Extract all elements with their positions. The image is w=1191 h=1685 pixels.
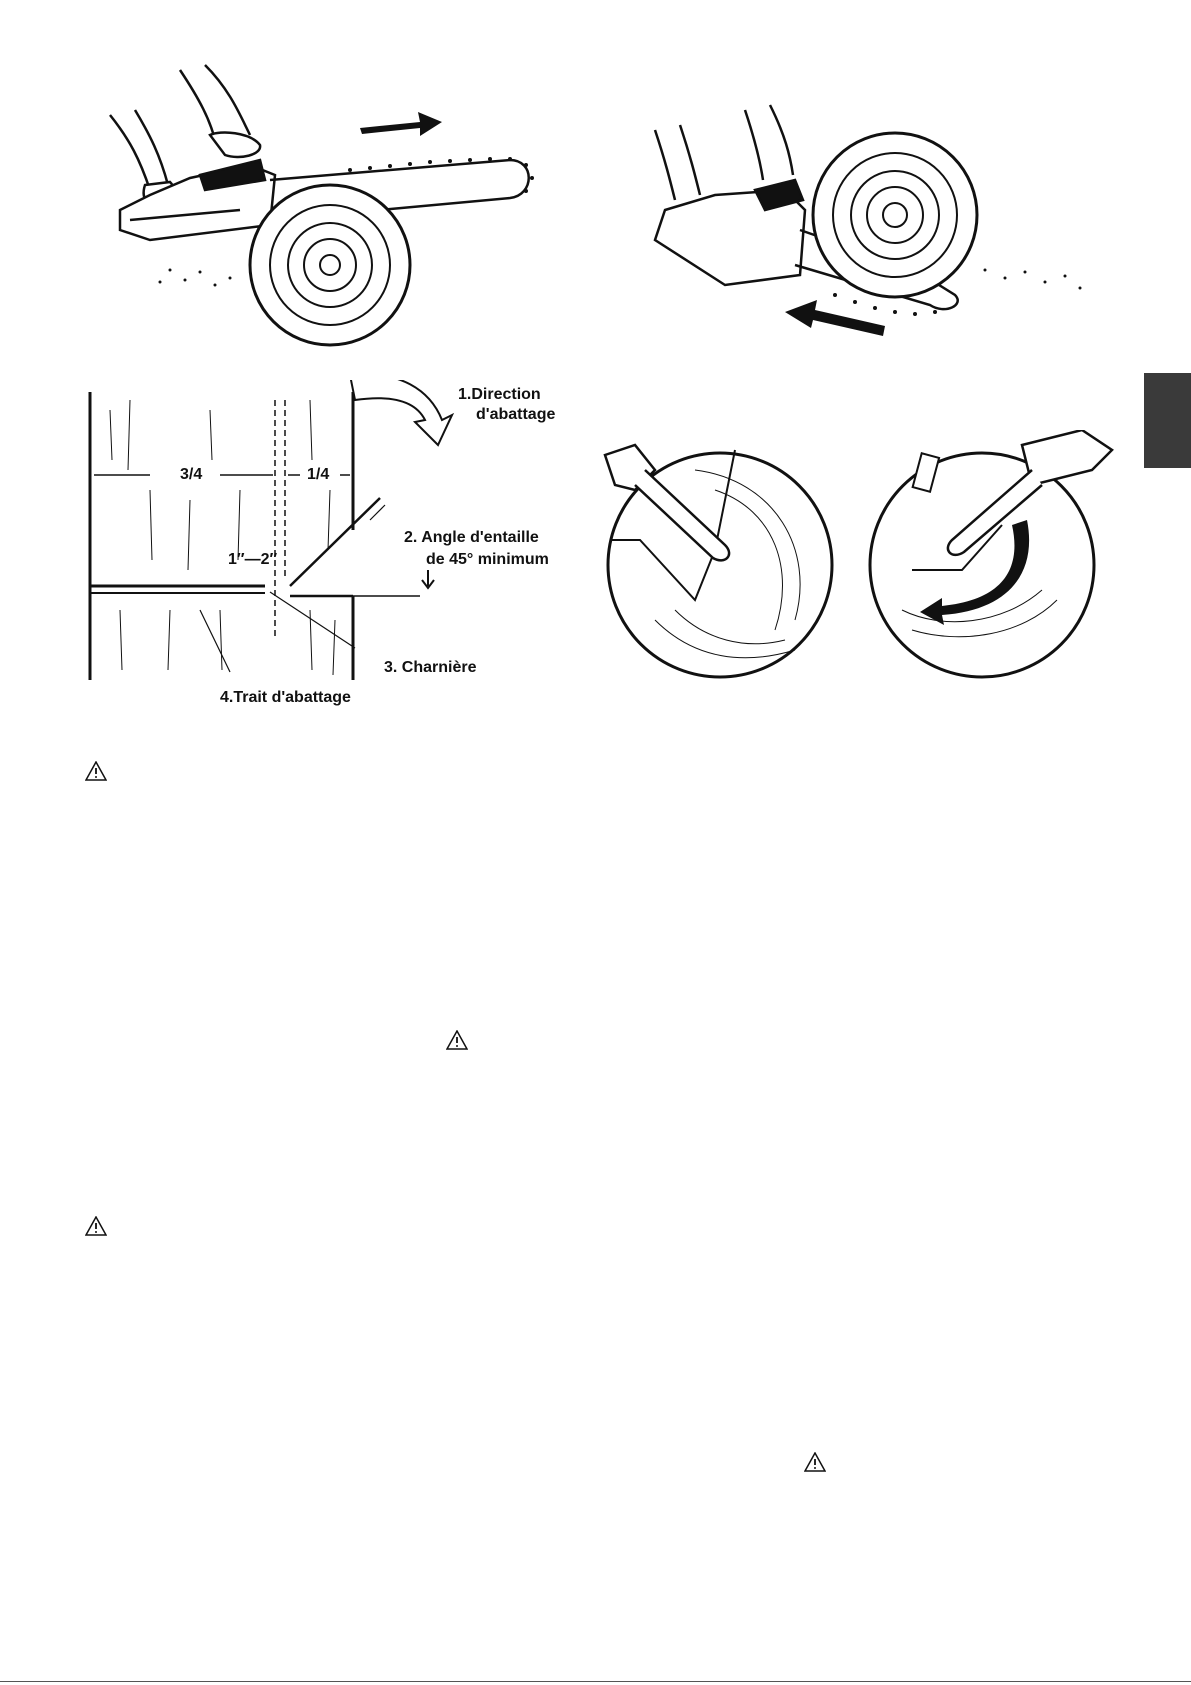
label-notch-angle-line1: 2. Angle d'entaille [404, 529, 539, 546]
warning-icon [85, 1216, 107, 1236]
section-tab-marker [1144, 373, 1191, 468]
warning-icon [446, 1030, 468, 1050]
warning-icon [85, 761, 107, 781]
label-notch-angle-line2: de 45° minimum [426, 551, 549, 568]
label-fraction-right: 1/4 [307, 466, 330, 483]
chainsaw-pulling-illustration [635, 100, 1095, 350]
warning-icon [804, 1452, 826, 1472]
label-hinge-size: 1″—2″ [228, 551, 278, 568]
log-cut-right-illustration [862, 430, 1122, 685]
label-hinge: 3. Charnière [384, 659, 477, 676]
log-cut-left-illustration [595, 440, 845, 685]
label-direction-line2: d'abattage [476, 406, 556, 423]
chainsaw-pushing-illustration [90, 60, 570, 360]
label-fraction-left: 3/4 [180, 466, 203, 483]
label-direction-line1: 1.Direction [458, 386, 541, 403]
page-bottom-rule [0, 1681, 1191, 1682]
label-felling-cut: 4.Trait d'abattage [220, 689, 351, 706]
